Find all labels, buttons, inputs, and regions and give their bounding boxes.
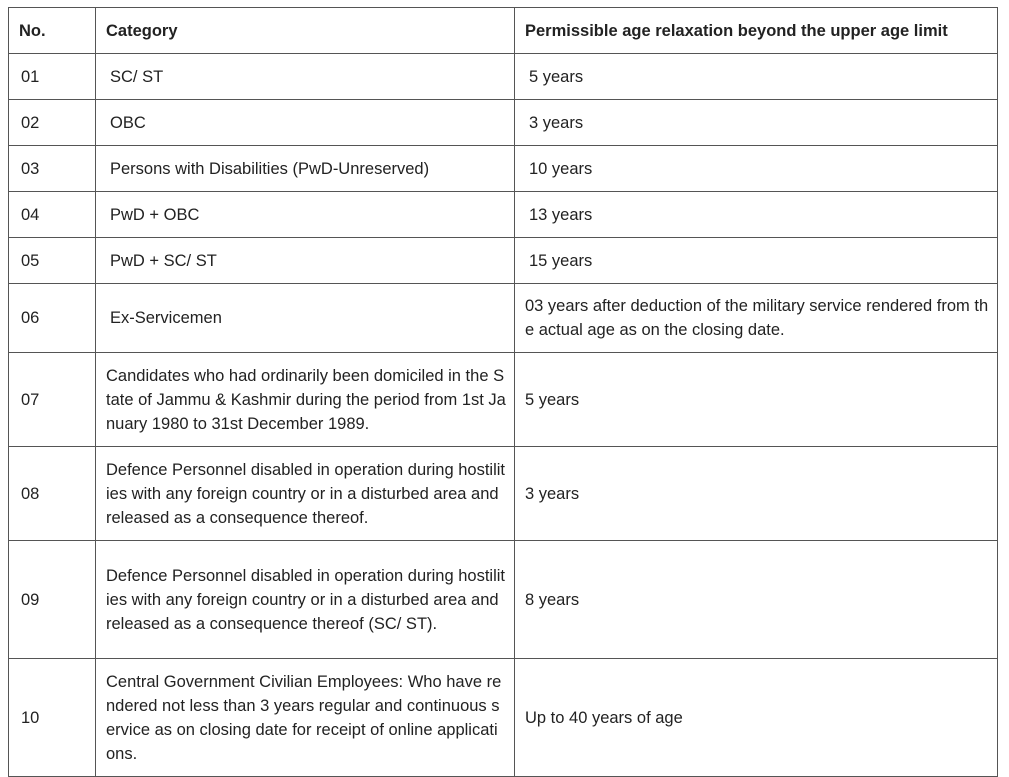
table-row	[9, 100, 998, 146]
row-number: 04	[9, 192, 96, 238]
row-category: Persons with Disabilities (PwD-Unreserved)	[96, 146, 515, 192]
row-number: 09	[9, 541, 96, 659]
header-category: Category	[96, 8, 515, 54]
row-category: SC/ ST	[96, 54, 515, 100]
table-row	[9, 659, 998, 777]
row-relaxation: 03 years after deduction of the military service rendered from the actual age as on the closing date.	[515, 284, 998, 353]
row-relaxation: 10 years	[515, 146, 998, 192]
row-category: Defence Personnel disabled in operation during hostilities with any foreign country or in a disturbed area and released as a consequence thereof.	[96, 447, 515, 541]
row-relaxation: Up to 40 years of age	[515, 659, 998, 777]
table-row	[9, 54, 998, 100]
row-number: 07	[9, 353, 96, 447]
row-category: PwD + SC/ ST	[96, 238, 515, 284]
row-relaxation: 13 years	[515, 192, 998, 238]
table-row	[9, 353, 998, 447]
row-number: 01	[9, 54, 96, 100]
row-category: PwD + OBC	[96, 192, 515, 238]
header-no: No.	[9, 8, 96, 54]
row-number: 08	[9, 447, 96, 541]
row-category: Ex-Servicemen	[96, 284, 515, 353]
row-number: 05	[9, 238, 96, 284]
age-relaxation-table-container	[8, 7, 998, 777]
age-relaxation-table	[8, 7, 998, 777]
row-relaxation: 3 years	[515, 100, 998, 146]
row-relaxation: 5 years	[515, 353, 998, 447]
row-number: 06	[9, 284, 96, 353]
header-relaxation: Permissible age relaxation beyond the upper age limit	[515, 8, 998, 54]
row-relaxation: 8 years	[515, 541, 998, 659]
table-row	[9, 447, 998, 541]
table-row	[9, 192, 998, 238]
row-relaxation: 5 years	[515, 54, 998, 100]
table-header-row	[9, 8, 998, 54]
row-number: 03	[9, 146, 96, 192]
row-category: OBC	[96, 100, 515, 146]
row-relaxation: 15 years	[515, 238, 998, 284]
table-row	[9, 541, 998, 659]
row-category: Central Government Civilian Employees: Who have rendered not less than 3 years regular and continuous service as on closing date for receipt of online applications.	[96, 659, 515, 777]
row-category: Candidates who had ordinarily been domiciled in the State of Jammu & Kashmir during the period from 1st January 1980 to 31st December 1989.	[96, 353, 515, 447]
table-row	[9, 284, 998, 353]
table-row	[9, 146, 998, 192]
table-row	[9, 238, 998, 284]
row-number: 10	[9, 659, 96, 777]
row-category: Defence Personnel disabled in operation during hostilities with any foreign country or in a disturbed area and released as a consequence thereof (SC/ ST).	[96, 541, 515, 659]
row-relaxation: 3 years	[515, 447, 998, 541]
row-number: 02	[9, 100, 96, 146]
